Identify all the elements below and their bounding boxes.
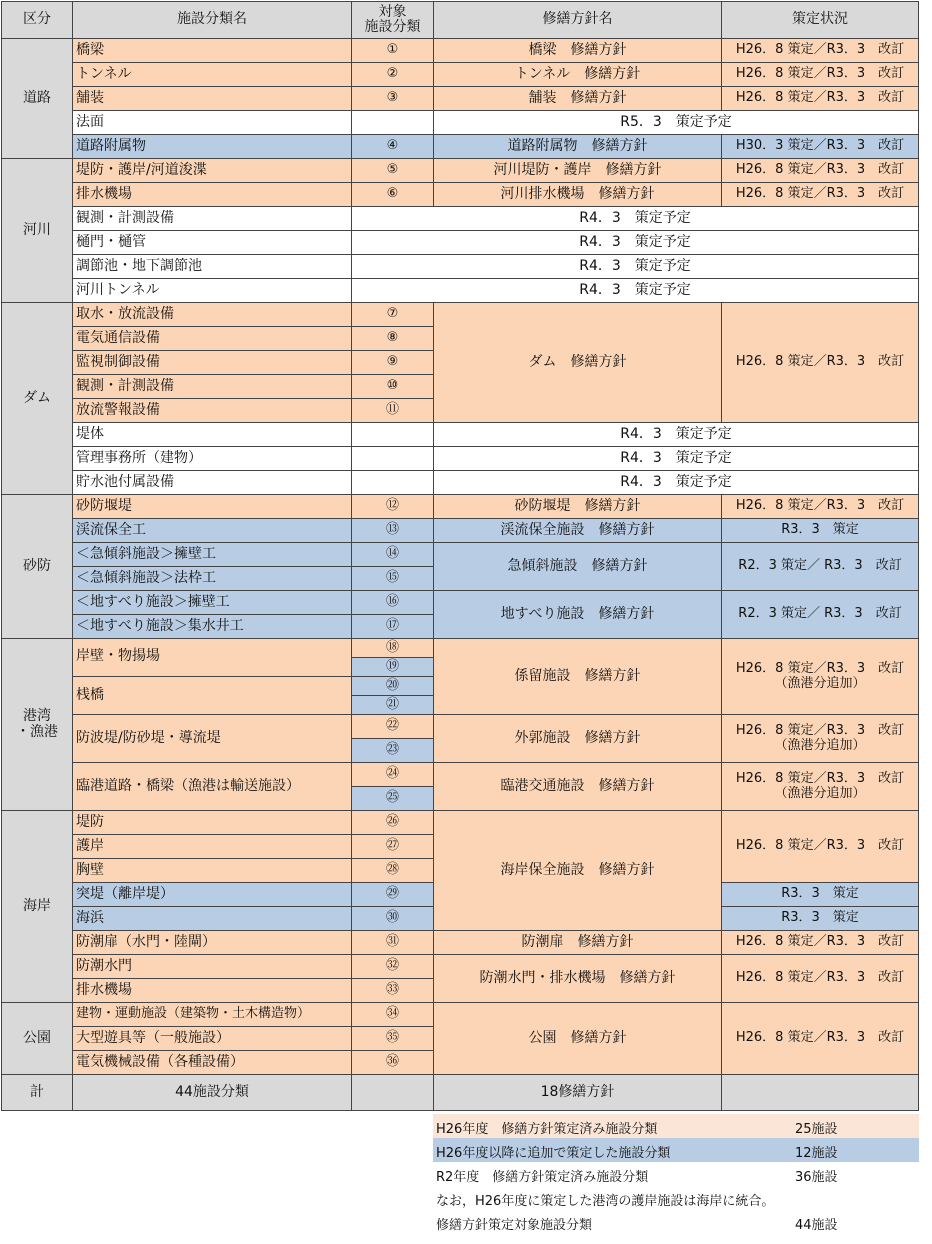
- facility-number: ⑤: [352, 159, 434, 183]
- facility-name: 管理事務所（建物）: [73, 447, 352, 471]
- status: H26．8 策定／R3．3 改訂 （漁港分追加）: [722, 639, 919, 715]
- table-row: [2, 811, 919, 835]
- legend-count: 25施設: [795, 1122, 838, 1137]
- table-row: [2, 763, 919, 787]
- legend-label: H26年度 修繕方針策定済み施設分類: [436, 1122, 658, 1137]
- facility-number: ㉑: [352, 696, 434, 715]
- category-road: 道路: [2, 39, 73, 159]
- facility-number: ⑩: [352, 375, 434, 399]
- legend-label: H26年度以降に追加で策定した施設分類: [436, 1146, 671, 1161]
- policy-planned: R4．3 策定予定: [434, 471, 919, 495]
- facility-number: ㊱: [352, 1051, 434, 1075]
- facility-name: 防潮扉（水門・陸閘）: [73, 931, 352, 955]
- facility-number: [352, 423, 434, 447]
- facility-name: 電気機械設備（各種設備）: [73, 1051, 352, 1075]
- legend-label: 修繕方針策定対象施設分類: [436, 1218, 593, 1233]
- status: H30．3 策定／R3．3 改訂: [722, 135, 919, 159]
- facility-name: 砂防堰堤: [73, 495, 352, 519]
- table-row: [2, 639, 919, 658]
- facility-number: ㉘: [352, 859, 434, 883]
- facility-number: ⑪: [352, 399, 434, 423]
- facility-name: 海浜: [73, 907, 352, 931]
- category-total: 計: [2, 1075, 73, 1111]
- table-row: [2, 159, 919, 183]
- facility-name: 観測・計測設備: [73, 207, 352, 231]
- facility-number: ②: [352, 63, 434, 87]
- facility-number: ⑲: [352, 658, 434, 677]
- facility-name: 樋門・樋管: [73, 231, 352, 255]
- status: H26．8 策定／R3．3 改訂: [722, 183, 919, 207]
- table-row: [2, 255, 919, 279]
- facility-policy-table: [1, 1, 919, 1111]
- facility-number: ⑯: [352, 591, 434, 615]
- facility-number: ⑥: [352, 183, 434, 207]
- total-row: [2, 1075, 919, 1111]
- facility-name: 渓流保全工: [73, 519, 352, 543]
- policy-name: ダム 修繕方針: [434, 303, 722, 423]
- table-row: [2, 931, 919, 955]
- header-target-label: 対象 施設分類: [364, 3, 421, 35]
- facility-name: 防潮水門: [73, 955, 352, 979]
- facility-name: 堤防・護岸/河道浚渫: [73, 159, 352, 183]
- category-river: 河川: [2, 159, 73, 303]
- facility-number: ㉚: [352, 907, 434, 931]
- header-target: [352, 2, 434, 39]
- facility-number: ㉛: [352, 931, 434, 955]
- facility-name: 観測・計測設備: [73, 375, 352, 399]
- status: H26．8 策定／R3．3 改訂: [722, 39, 919, 63]
- facility-number: ㉕: [352, 787, 434, 811]
- facility-number: ㉞: [352, 1003, 434, 1027]
- facility-name: 取水・放流設備: [73, 303, 352, 327]
- status: H26．8 策定／R3．3 改訂: [722, 931, 919, 955]
- facility-name: ＜急傾斜施設＞擁壁工: [73, 543, 352, 567]
- policy-name: 海岸保全施設 修繕方針: [434, 811, 722, 931]
- policy-planned: R4．3 策定予定: [352, 231, 919, 255]
- policy-name: 地すべり施設 修繕方針: [434, 591, 722, 639]
- table-row: [2, 135, 919, 159]
- status: H26．8 策定／R3．3 改訂: [722, 87, 919, 111]
- policy-planned: R4．3 策定予定: [352, 207, 919, 231]
- status: H26．8 策定／R3．3 改訂: [722, 303, 919, 423]
- table-row: [2, 279, 919, 303]
- category-coast: 海岸: [2, 811, 73, 1003]
- legend: [433, 1114, 919, 1234]
- facility-name: 岸壁・物揚場: [73, 639, 352, 677]
- facility-number: ㉟: [352, 1027, 434, 1051]
- table-row: [2, 183, 919, 207]
- facility-number: ⑳: [352, 677, 434, 696]
- table-row: [2, 63, 919, 87]
- status: R2．3 策定／ R3．3 改訂: [722, 591, 919, 639]
- legend-note-text: なお，H26年度に策定した港湾の護岸施設は海岸に統合。: [436, 1194, 775, 1209]
- policy-name: 防潮扉 修繕方針: [434, 931, 722, 955]
- facility-number: ①: [352, 39, 434, 63]
- facility-number: ⑭: [352, 543, 434, 567]
- legend-item-r2: [433, 1162, 919, 1186]
- status: R3．3 策定: [722, 907, 919, 931]
- table-row: [2, 715, 919, 739]
- policy-name: 外郭施設 修繕方針: [434, 715, 722, 763]
- status: H26．8 策定／R3．3 改訂: [722, 63, 919, 87]
- facility-name: 放流警報設備: [73, 399, 352, 423]
- policy-name: 橋梁 修繕方針: [434, 39, 722, 63]
- header-policy: 修繕方針名: [434, 2, 722, 39]
- category-park: 公園: [2, 1003, 73, 1075]
- policy-name: 係留施設 修繕方針: [434, 639, 722, 715]
- facility-number: ⑬: [352, 519, 434, 543]
- facility-number: ㉖: [352, 811, 434, 835]
- table-row: [2, 207, 919, 231]
- facility-number: ④: [352, 135, 434, 159]
- facility-number: ㉒: [352, 715, 434, 739]
- facility-number: ⑱: [352, 639, 434, 658]
- legend-item-target: [433, 1210, 919, 1234]
- facility-name: 突堤（離岸堤）: [73, 883, 352, 907]
- total-status: [722, 1075, 919, 1111]
- facility-name: 防波堤/防砂堤・導流堤: [73, 715, 352, 763]
- status: H26．8 策定／R3．3 改訂 （漁港分追加）: [722, 763, 919, 811]
- table-row: [2, 543, 919, 567]
- facility-number: ⑫: [352, 495, 434, 519]
- table-row: [2, 471, 919, 495]
- status: H26．8 策定／R3．3 改訂: [722, 955, 919, 1003]
- table-row: [2, 591, 919, 615]
- facility-number: ⑰: [352, 615, 434, 639]
- facility-name: 道路附属物: [73, 135, 352, 159]
- facility-name: 監視制御設備: [73, 351, 352, 375]
- legend-count: 44施設: [795, 1218, 838, 1233]
- facility-name: 胸壁: [73, 859, 352, 883]
- policy-planned: R4．3 策定予定: [434, 423, 919, 447]
- status: R3．3 策定: [722, 519, 919, 543]
- policy-name: 河川堤防・護岸 修繕方針: [434, 159, 722, 183]
- table-row: [2, 111, 919, 135]
- policy-name: 公園 修繕方針: [434, 1003, 722, 1075]
- facility-name: 護岸: [73, 835, 352, 859]
- policy-planned: R4．3 策定予定: [352, 279, 919, 303]
- facility-name: 貯水池付属設備: [73, 471, 352, 495]
- policy-planned: R5．3 策定予定: [434, 111, 919, 135]
- header-kubun: 区分: [2, 2, 73, 39]
- facility-number: ㉔: [352, 763, 434, 787]
- policy-name: トンネル 修繕方針: [434, 63, 722, 87]
- legend-count: 36施設: [795, 1170, 838, 1185]
- facility-name: 電気通信設備: [73, 327, 352, 351]
- table-row: [2, 495, 919, 519]
- facility-name: 建物・運動施設（建築物・土木構造物）: [73, 1003, 352, 1027]
- facility-name: 桟橋: [73, 677, 352, 715]
- policy-name: 防潮水門・排水機場 修繕方針: [434, 955, 722, 1003]
- facility-name: 排水機場: [73, 183, 352, 207]
- header-facility: 施設分類名: [73, 2, 352, 39]
- table-row: [2, 39, 919, 63]
- facility-number: [352, 447, 434, 471]
- table-row: [2, 955, 919, 979]
- policy-name: 渓流保全施設 修繕方針: [434, 519, 722, 543]
- header-status: 策定状況: [722, 2, 919, 39]
- category-port: 港湾 ・漁港: [2, 639, 73, 811]
- status: H26．8 策定／R3．3 改訂: [722, 1003, 919, 1075]
- legend-label: R2年度 修繕方針策定済み施設分類: [436, 1170, 649, 1185]
- facility-number: ⑧: [352, 327, 434, 351]
- facility-name: トンネル: [73, 63, 352, 87]
- table-row: [2, 87, 919, 111]
- table-row: [2, 447, 919, 471]
- status: H26．8 策定／R3．3 改訂 （漁港分追加）: [722, 715, 919, 763]
- table-row: [2, 231, 919, 255]
- status: H26．8 策定／R3．3 改訂: [722, 159, 919, 183]
- facility-number: [352, 111, 434, 135]
- facility-number: ㉝: [352, 979, 434, 1003]
- facility-name: 舗装: [73, 87, 352, 111]
- legend-note: [433, 1186, 919, 1210]
- facility-number: ⑨: [352, 351, 434, 375]
- table-row: [2, 1003, 919, 1027]
- legend-item-h26: [433, 1114, 919, 1138]
- facility-name: 法面: [73, 111, 352, 135]
- status: R3．3 策定: [722, 883, 919, 907]
- facility-number: ③: [352, 87, 434, 111]
- facility-name: ＜地すべり施設＞集水井工: [73, 615, 352, 639]
- policy-name: 道路附属物 修繕方針: [434, 135, 722, 159]
- facility-name: 堤防: [73, 811, 352, 835]
- facility-name: 排水機場: [73, 979, 352, 1003]
- policy-name: 舗装 修繕方針: [434, 87, 722, 111]
- policy-planned: R4．3 策定予定: [434, 447, 919, 471]
- facility-number: [352, 471, 434, 495]
- facility-name: 調節池・地下調節池: [73, 255, 352, 279]
- policy-name: 砂防堰堤 修繕方針: [434, 495, 722, 519]
- table-row: [2, 423, 919, 447]
- facility-number: ⑮: [352, 567, 434, 591]
- facility-number: ㉜: [352, 955, 434, 979]
- total-number: [352, 1075, 434, 1111]
- total-policies: 18修繕方針: [434, 1075, 722, 1111]
- facility-number: ⑦: [352, 303, 434, 327]
- legend-count: 12施設: [795, 1146, 838, 1161]
- facility-name: 堤体: [73, 423, 352, 447]
- facility-name: 大型遊具等（一般施設）: [73, 1027, 352, 1051]
- category-sabo: 砂防: [2, 495, 73, 639]
- facility-number: ㉓: [352, 739, 434, 763]
- facility-name: 臨港道路・橋梁（漁港は輸送施設）: [73, 763, 352, 811]
- table-row: [2, 303, 919, 327]
- total-facilities: 44施設分類: [73, 1075, 352, 1111]
- facility-name: ＜地すべり施設＞擁壁工: [73, 591, 352, 615]
- facility-name: 橋梁: [73, 39, 352, 63]
- policy-name: 河川排水機場 修繕方針: [434, 183, 722, 207]
- facility-number: ㉗: [352, 835, 434, 859]
- status: R2．3 策定／ R3．3 改訂: [722, 543, 919, 591]
- facility-number: ㉙: [352, 883, 434, 907]
- policy-name: 臨港交通施設 修繕方針: [434, 763, 722, 811]
- policy-name: 急傾斜施設 修繕方針: [434, 543, 722, 591]
- status: H26．8 策定／R3．3 改訂: [722, 495, 919, 519]
- facility-name: ＜急傾斜施設＞法枠工: [73, 567, 352, 591]
- category-dam: ダム: [2, 303, 73, 495]
- table-row: [2, 519, 919, 543]
- policy-planned: R4．3 策定予定: [352, 255, 919, 279]
- facility-name: 河川トンネル: [73, 279, 352, 303]
- status: H26．8 策定／R3．3 改訂: [722, 811, 919, 883]
- legend-item-added: [433, 1138, 919, 1162]
